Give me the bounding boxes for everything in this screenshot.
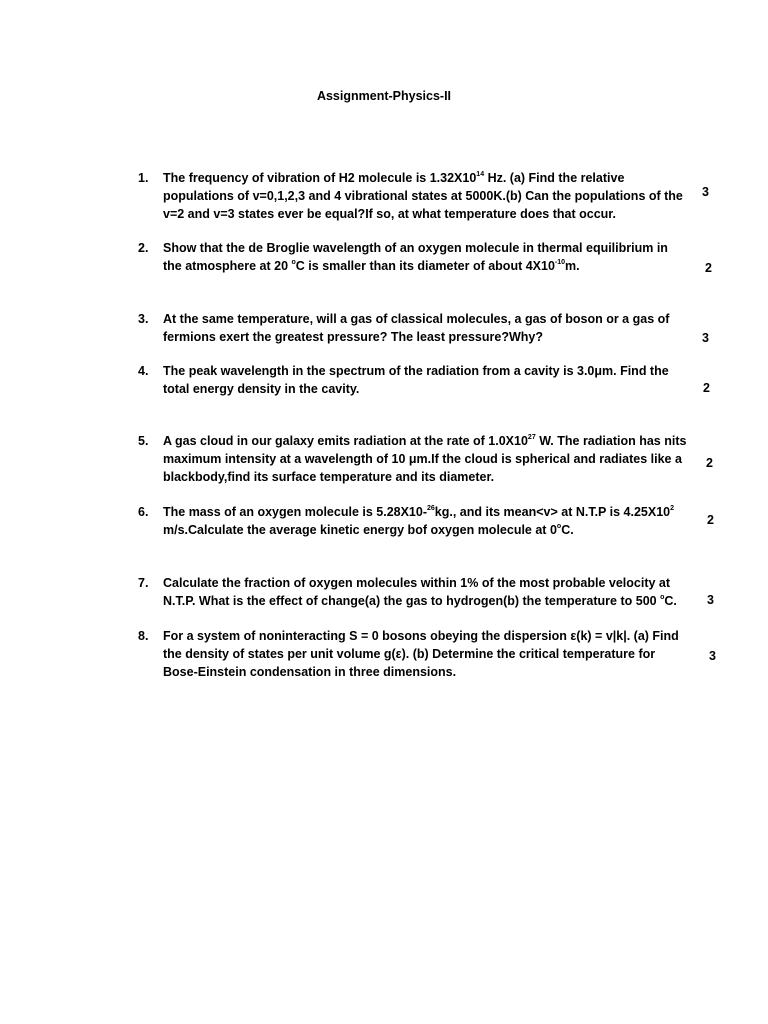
question-marks: 2 — [707, 513, 714, 527]
question-line: Show that the de Broglie wavelength of an oxygen molecule in thermal equilibrium in — [163, 241, 668, 255]
superscript: 27 — [527, 433, 536, 441]
question-line: populations of v=0,1,2,3 and 4 vibrational states at 5000K.(b) Can the populations of the — [163, 189, 683, 203]
question-line: fermions exert the greatest pressure? The least pressure?Why? — [163, 330, 543, 344]
question-number: 5. — [138, 434, 149, 448]
question-marks: 2 — [705, 261, 712, 275]
question-text — [163, 627, 683, 681]
question-line: The mass of an oxygen molecule is 5.28X10-$^{26}$kg., and its mean<v> at N.T.P is $4.25X10^2$ — [163, 504, 675, 519]
superscript: 14 — [476, 170, 485, 178]
question-number: 4. — [138, 364, 149, 378]
superscript: o — [660, 593, 665, 601]
question-number: 3. — [138, 312, 149, 326]
question-line: maximum intensity at a wavelength of 10 μm.If the cloud is spherical and radiates like a — [163, 452, 682, 466]
question-line: For a system of noninteracting S = 0 bosons obeying the dispersion ε(k) = v|k|. (a) Find — [163, 629, 679, 643]
superscript: -10 — [554, 258, 566, 266]
question-text — [163, 432, 687, 486]
question-number: 1. — [138, 171, 149, 185]
question-text — [163, 574, 683, 610]
question-line: the atmosphere at 20 $^o$C is smaller than its diameter of about $4X10^{-10}m$. — [163, 258, 580, 273]
superscript: 2 — [670, 504, 675, 512]
question-text — [163, 169, 683, 223]
superscript: o — [291, 258, 296, 266]
question-line: The peak wavelength in the spectrum of the radiation from a cavity is 3.0μm. Find the — [163, 364, 669, 378]
question-line: The frequency of vibration of H2 molecule is $1.32X10^{14}$ Hz. (a) Find the relative — [163, 170, 625, 185]
question-marks: 2 — [706, 456, 713, 470]
superscript: 26 — [427, 504, 435, 512]
question-marks: 3 — [702, 185, 709, 199]
question-text — [163, 362, 683, 398]
question-line: At the same temperature, will a gas of classical molecules, a gas of boson or a gas of — [163, 312, 670, 326]
question-number: 6. — [138, 505, 149, 519]
question-line: A gas cloud in our galaxy emits radiation at the rate of $1.0X10^{27}$ W. The radiation has nits — [163, 433, 687, 448]
question-marks: 2 — [703, 381, 710, 395]
question-line: the density of states per unit volume g(ε). (b) Determine the critical temperature for — [163, 647, 656, 661]
question-text — [163, 503, 683, 539]
question-marks: 3 — [707, 593, 714, 607]
question-marks: 3 — [702, 331, 709, 345]
question-marks: 3 — [709, 649, 716, 663]
question-line: v=2 and v=3 states ever be equal?If so, at what temperature does that occur. — [163, 207, 616, 221]
superscript: o — [556, 522, 562, 530]
question-line: blackbody,find its surface temperature and its diameter. — [163, 470, 495, 484]
question-line: m/s.Calculate the average kinetic energy bof oxygen molecule at 0$^o$C. — [163, 522, 574, 537]
question-line: N.T.P. What is the effect of change(a) the gas to hydrogen(b) the temperature to 500 $^o$C. — [163, 593, 677, 608]
question-text — [163, 239, 683, 275]
question-number: 2. — [138, 241, 149, 255]
question-number: 7. — [138, 576, 149, 590]
question-number: 8. — [138, 629, 149, 643]
question-line: Bose-Einstein condensation in three dimensions. — [163, 665, 457, 679]
question-line: total energy density in the cavity. — [163, 382, 360, 396]
document-title: Assignment-Physics-II — [316, 89, 452, 103]
question-text — [163, 310, 683, 346]
question-line: Calculate the fraction of oxygen molecules within 1% of the most probable velocity at — [163, 576, 671, 590]
